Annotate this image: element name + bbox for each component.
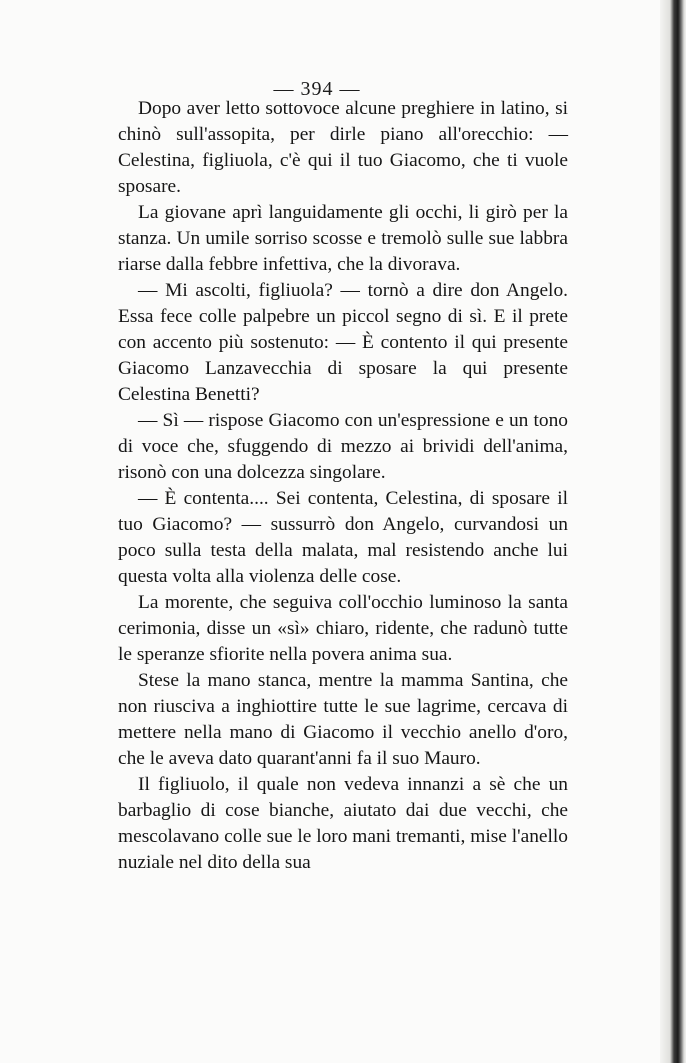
page-binding-edge	[660, 0, 686, 1063]
paragraph-6: La morente, che seguiva coll'occhio luminoso la santa cerimonia, disse un «sì» chiaro, ridente, che radunò tutte le speranze sfiorite nella povera anima sua.	[118, 592, 568, 665]
paragraph-1: Dopo aver letto sottovoce alcune preghiere in latino, si chinò sull'assopita, per dirle piano all'orecchio: — Celestina, figliuola, c'è qui il tuo Giacomo, che ti vuole sposare.	[118, 98, 568, 197]
paragraph-2: La giovane aprì languidamente gli occhi, li girò per la stanza. Un umile sorriso scosse e tremolò sulle sue labbra riarse dalla febbre infettiva, che la divorava.	[118, 202, 568, 275]
paragraph-5: — È contenta.... Sei contenta, Celestina, di sposare il tuo Giacomo? — sussurrò don Angelo, curvandosi un poco sulla testa della malata, mal resistendo anche lui questa volta alla violenza delle cose.	[118, 488, 568, 587]
body-text	[118, 96, 568, 876]
page-number: — 394 —	[273, 78, 361, 100]
paragraph-3: — Mi ascolti, figliuola? — tornò a dire don Angelo. Essa fece colle palpebre un piccol segno di sì. E il prete con accento più sostenuto: — È contento il qui presente Giacomo Lanzavecchia di sposare la qui presente Celestina Benetti?	[118, 280, 568, 405]
paragraph-4: — Sì — rispose Giacomo con un'espressione e un tono di voce che, sfuggendo di mezzo ai brividi dell'anima, risonò con una dolcezza singolare.	[118, 410, 568, 483]
paragraph-7: Stese la mano stanca, mentre la mamma Santina, che non riusciva a inghiottire tutte le sue lagrime, cercava di mettere nella mano di Giacomo il vecchio anello d'oro, che le aveva dato quarant'anni fa il suo Mauro.	[118, 670, 568, 769]
paragraph-8: Il figliuolo, il quale non vedeva innanzi a sè che un barbaglio di cose bianche, aiutato dai due vecchi, che mescolavano colle sue le loro mani tremanti, mise l'anello nuziale nel dito della sua	[118, 774, 568, 873]
